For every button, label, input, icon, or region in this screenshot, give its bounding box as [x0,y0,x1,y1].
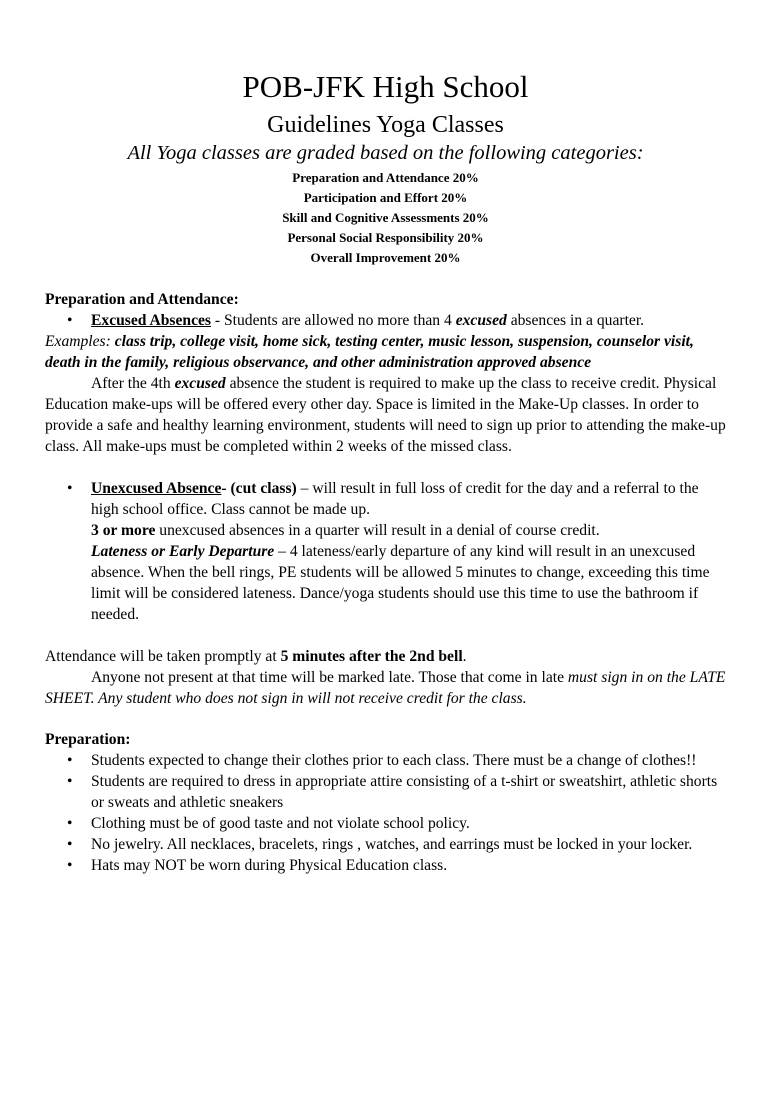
examples-text: class trip, college visit, home sick, testing center, music lesson, suspension, counselor visit, death in the family, religious observance, and other administration approved absence [45,333,694,371]
list-item [45,310,726,331]
section-heading-prep-attendance: Preparation and Attendance: [45,291,239,308]
late-paragraph [45,667,726,709]
list-item [45,813,726,834]
attendance-text: Attendance will be taken promptly at [45,648,281,665]
preparation-item-text: Hats may NOT be worn during Physical Education class. [91,857,448,874]
page-subtitle: Guidelines Yoga Classes [267,112,504,138]
list-item [45,855,726,876]
excused-list [45,310,726,331]
lateness-text: – 4 lateness/early departure of any kind will result in an unexcused absence. When the bell rings, PE students will be allowed 5 minutes to change, exceeding this time limit will be considered lateness. Dance/yoga students should use this time to use the bathroom if needed. [91,543,710,623]
excused-word: excused [455,312,507,329]
grading-categories [45,168,726,268]
page-title: POB-JFK High School [242,69,529,104]
examples-label: Examples: [45,333,115,350]
section-heading-preparation: Preparation: [45,731,131,748]
preparation-list [45,750,726,876]
makeup-text-start: After the 4th [91,375,175,392]
three-or-more-text: unexcused absences in a quarter will result in a denial of course credit. [155,522,600,539]
bullet-icon: • [67,752,73,769]
category-item: Participation and Effort 20% [303,190,468,205]
preparation-item-text: Students expected to change their clothes prior to each class. There must be a change of clothes!! [91,752,697,769]
preparation-item-text: Clothing must be of good taste and not violate school policy. [91,815,470,832]
category-item: Preparation and Attendance 20% [292,170,479,185]
preparation-item-text: Students are required to dress in appropriate attire consisting of a t-shirt or sweatshirt, athletic shorts or sweats and athletic sneakers [91,773,718,811]
makeup-text-end: absence the student is required to make up the class to receive credit. Physical Education make-ups will be offered every other day. Space is limited in the Make-Up classes. In order to provide a safe and healthy learning environment, students will need to sign up prior to attending the make-up class. All make-ups must be completed within 2 weeks of the missed class. [45,375,726,455]
attendance-period: . [462,648,467,665]
bullet-icon: • [67,836,73,853]
makeup-excused-word: excused [174,375,226,392]
makeup-paragraph [45,373,726,457]
unexcused-label-suffix: - (cut class) [221,480,297,497]
attendance-time: 5 minutes after the 2nd bell [280,648,463,665]
bullet-icon: • [67,815,73,832]
preparation-item-text: No jewelry. All necklaces, bracelets, rings , watches, and earrings must be locked in your locker. [91,836,693,853]
attendance-paragraph [45,646,726,667]
unexcused-text: – will result in full loss of credit for the day and a referral to the high school office. Class cannot be made up. [91,480,699,518]
late-text: Anyone not present at that time will be marked late. Those that come in late [91,669,568,686]
list-item [45,771,726,813]
list-item [45,478,726,625]
late-sheet-text: must sign in on the LATE SHEET. Any student who does not sign in will not receive credit for the class. [45,669,726,707]
excused-label: Excused Absences [91,312,211,329]
bullet-icon: • [67,312,73,329]
unexcused-list [45,478,726,625]
category-item: Personal Social Responsibility 20% [287,230,484,245]
unexcused-label: Unexcused Absence [91,480,222,497]
examples-paragraph [45,331,726,373]
bullet-icon: • [67,480,73,497]
lateness-label: Lateness or Early Departure [91,543,275,560]
list-item [45,750,726,771]
three-or-more-label: 3 or more [91,522,156,539]
category-item: Skill and Cognitive Assessments 20% [282,210,489,225]
category-item: Overall Improvement 20% [310,250,461,265]
excused-text-end: absences in a quarter. [506,312,645,329]
list-item [45,834,726,855]
bullet-icon: • [67,773,73,790]
bullet-icon: • [67,857,73,874]
grading-tagline: All Yoga classes are graded based on the following categories: [127,142,644,164]
document-page [0,69,770,1093]
excused-text: - Students are allowed no more than 4 [211,312,456,329]
